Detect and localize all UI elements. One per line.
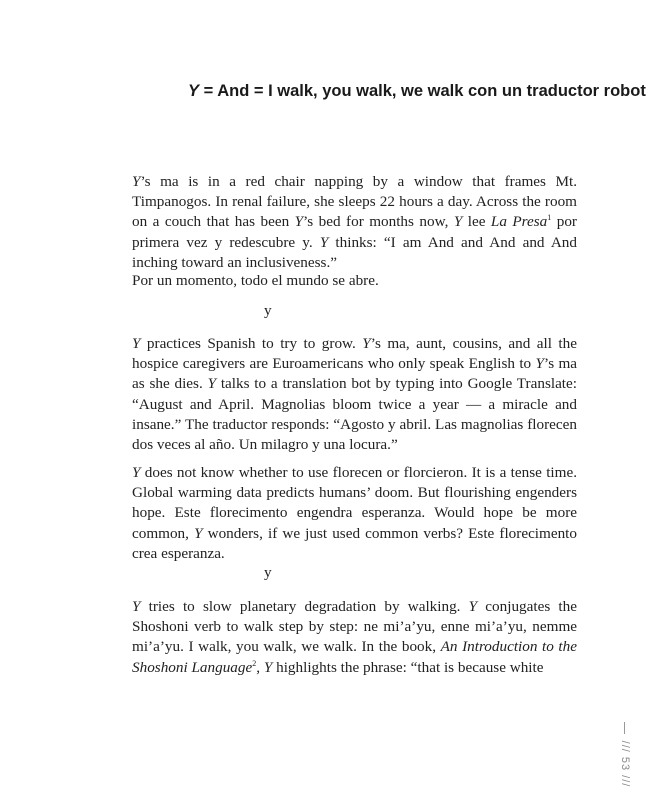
italic-y: Y bbox=[132, 335, 141, 352]
section-separator: y bbox=[264, 302, 272, 319]
italic-y: Y bbox=[319, 233, 329, 251]
paragraph-3 bbox=[132, 334, 577, 455]
italic-y: Y bbox=[132, 464, 141, 481]
text: ’s ma, aunt, cousins, and all the hospice caregivers are Euroamericans who only speak English to bbox=[132, 335, 577, 373]
text: highlights the phrase: “that is because white bbox=[272, 658, 544, 676]
text: wonders, if we just used common verbs? Este florecimento crea esperanza. bbox=[132, 524, 577, 562]
page-number bbox=[615, 718, 635, 798]
italic-y: Y bbox=[132, 173, 141, 190]
text: does not know whether to use florecen or florcieron. It is a tense time. Global warming data predicts humans’ doom. But flourishing engenders hope. Este florecimento engendra esperanza. Would hope be more common, bbox=[132, 464, 577, 542]
text: por primera vez y redescubre y. bbox=[132, 213, 577, 251]
italic-y: Y bbox=[263, 658, 273, 676]
page-number-text: /// 53 /// bbox=[619, 740, 631, 788]
text: tries to slow planetary degradation by walking. bbox=[140, 598, 469, 615]
book-title: La Presa bbox=[490, 213, 548, 231]
italic-y: Y bbox=[207, 375, 217, 393]
footnote-ref-1: 1 bbox=[547, 213, 552, 223]
paragraph-4 bbox=[132, 463, 577, 564]
italic-y: Y bbox=[453, 213, 463, 231]
section-separator: y bbox=[264, 564, 272, 581]
text: conjugates the Shoshoni verb to walk step by step: ne mi’a’yu, enne mi’a’yu, nemme mi’a’yu. I walk, you walk, we walk. In the book, bbox=[132, 598, 577, 656]
text: practices Spanish to try to grow. bbox=[140, 335, 363, 352]
italic-y: Y bbox=[535, 355, 544, 373]
italic-y: Y bbox=[362, 335, 371, 352]
text: thinks: “I am And and And and And inching toward an inclusiveness.” bbox=[132, 233, 577, 271]
paragraph-2 bbox=[132, 271, 577, 291]
text: ’s ma as she dies. bbox=[132, 355, 578, 393]
footnote-ref-2: 2 bbox=[252, 658, 257, 668]
text: , bbox=[256, 658, 264, 676]
text: Por un momento, todo el mundo se abre. bbox=[132, 272, 379, 289]
italic-y: Y bbox=[132, 598, 141, 615]
section-title bbox=[188, 82, 646, 101]
text: ’s bed for months now, bbox=[303, 213, 454, 231]
text: ’s ma is in a red chair napping by a window that frames Mt. Timpanogos. In renal failure, she sleeps 22 hours a day. Across the room on a couch that has been bbox=[132, 173, 577, 231]
italic-y: Y bbox=[194, 524, 203, 542]
paragraph-1 bbox=[132, 172, 577, 273]
paragraph-5 bbox=[132, 597, 577, 678]
title-text: = And = I walk, you walk, we walk con un traductor robot bbox=[199, 82, 646, 100]
italic-y: Y bbox=[468, 598, 478, 615]
book-title: An Introduction to the Shoshoni Language bbox=[132, 638, 577, 676]
text: lee bbox=[462, 213, 491, 231]
italic-y: Y bbox=[294, 213, 304, 231]
title-italic-y: Y bbox=[188, 82, 200, 100]
text: talks to a translation bot by typing into Google Translate: “August and April. Magnolias bloom twice a year — a miracle and insane.” The traductor responds: “Agosto y abril. Las magnolias florecen dos veces al año. Un milagro y una locura.” bbox=[132, 375, 577, 454]
